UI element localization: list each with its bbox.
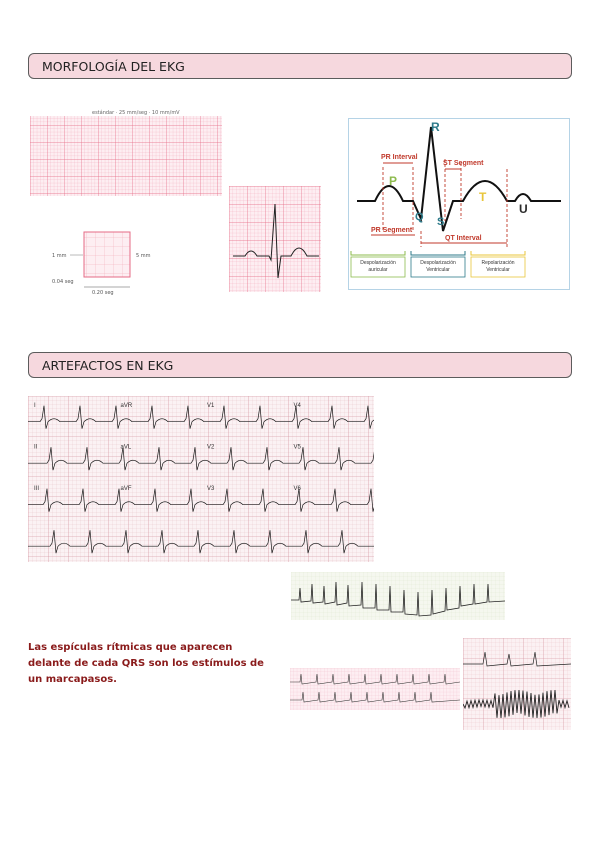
paper-caption: estándar · 25 mm/seg · 10 mm/mV — [92, 110, 180, 116]
artifact-strip — [291, 572, 505, 620]
noise-artifact-strip — [463, 638, 571, 730]
pr-interval-label: PR Interval — [381, 154, 418, 161]
wave-t: T — [479, 190, 487, 204]
lead-label: V6 — [293, 486, 301, 492]
wave-r: R — [431, 120, 440, 134]
wave-p: P — [389, 174, 398, 188]
vent-repol-label: Repolarización Ventricular — [481, 260, 515, 273]
wave-q: Q — [415, 211, 424, 223]
lead-label: II — [34, 444, 38, 451]
atrial-depol-label: Despolarización auricular — [360, 260, 396, 273]
section-header-morfologia — [28, 53, 572, 79]
ekg-paper-grid — [30, 108, 222, 196]
st-segment-label: ST Segment — [443, 160, 484, 167]
wave-u: U — [519, 202, 528, 216]
big-time-label: 0.20 seg — [92, 290, 114, 296]
ecg-12-lead — [28, 396, 374, 562]
lead-label: III — [34, 486, 40, 492]
pacemaker-strip — [290, 668, 460, 710]
section-header-artefactos — [28, 352, 572, 378]
lead-label: V2 — [207, 444, 215, 451]
lead-label: V3 — [207, 486, 215, 492]
lead-label: V4 — [293, 403, 301, 409]
single-beat-figure — [229, 186, 321, 292]
lead-label: aVL — [120, 444, 132, 451]
vent-depol-label: Despolarización Ventricular — [420, 260, 456, 273]
small-square-label: 1 mm — [52, 253, 67, 259]
lead-label: V5 — [293, 444, 301, 451]
pacemaker-note: Las espículas rítmicas que aparecen delante de cada QRS son los estímulos de un marcapasos. — [28, 642, 264, 685]
small-time-label: 0.04 seg — [52, 279, 74, 285]
grid-scale-detail — [50, 228, 170, 298]
section-title: MORFOLOGÍA DEL EKG — [42, 59, 185, 74]
lead-label: aVF — [120, 486, 132, 492]
lead-label: I — [34, 403, 36, 409]
qt-interval-label: QT Interval — [445, 235, 482, 242]
wave-s: S — [437, 216, 445, 228]
big-square-label: 5 mm — [136, 253, 151, 259]
section-title: ARTEFACTOS EN EKG — [42, 358, 174, 373]
pr-segment-label: PR Segment — [371, 227, 413, 234]
lead-label: V1 — [207, 403, 215, 409]
lead-label: aVR — [120, 403, 133, 409]
ekg-waves-diagram — [348, 118, 570, 290]
